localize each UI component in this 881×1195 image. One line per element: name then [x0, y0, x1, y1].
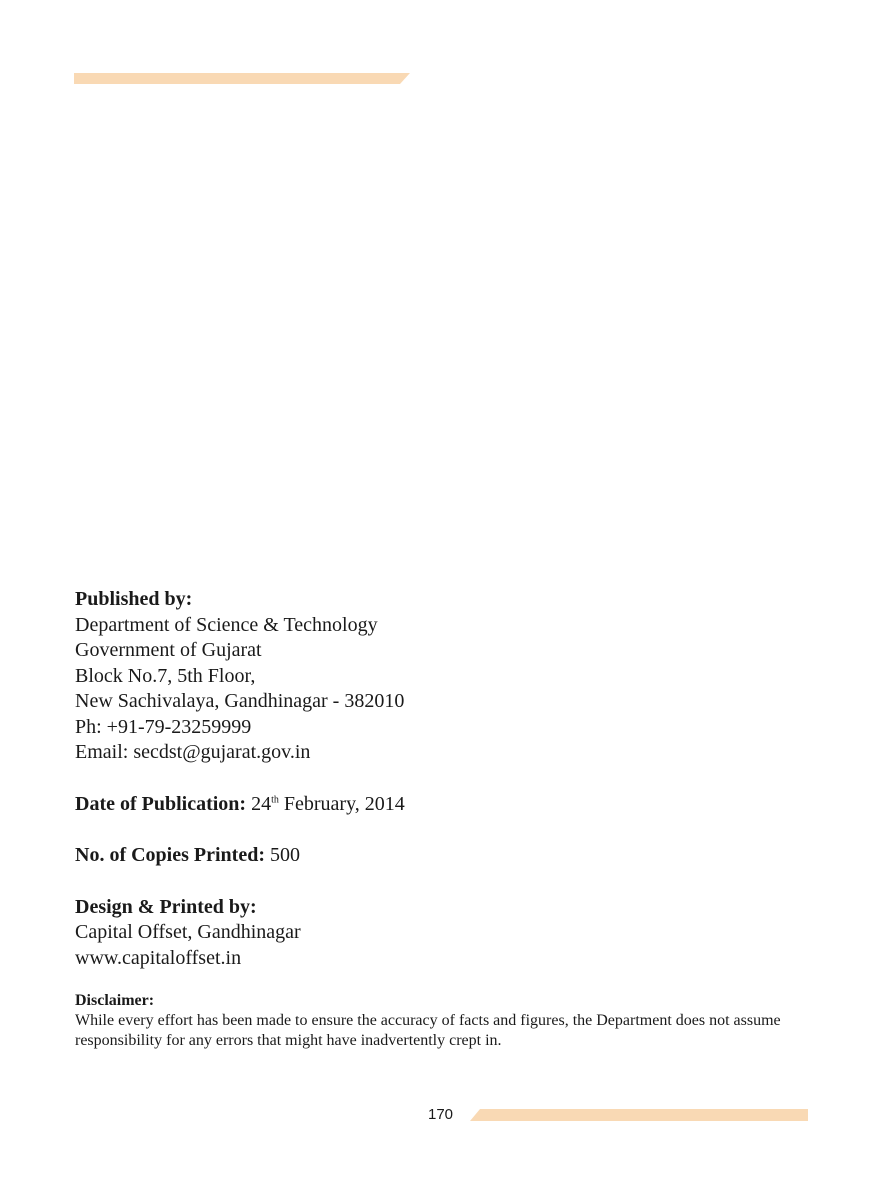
copies-printed-value: 500	[269, 844, 300, 866]
published-by-label: Published by:	[75, 588, 193, 610]
copies-printed	[75, 843, 815, 869]
page-number: 170	[428, 1106, 454, 1123]
publisher-line: Department of Science & Technology	[75, 613, 378, 636]
printer-label: Design & Printed by:	[75, 895, 257, 918]
publisher-email: Email: secdst@gujarat.gov.in	[75, 741, 311, 763]
publication-date-label: Date of Publication:	[75, 792, 247, 815]
publisher-line: Block No.7, 5th Floor,	[75, 664, 256, 687]
disclaimer-block	[75, 991, 815, 1051]
publisher-line: New Sachivalaya, Gandhinagar - 382010	[75, 690, 405, 712]
top-decorative-band	[74, 73, 410, 84]
publication-date-rest: February, 2014	[283, 792, 405, 815]
disclaimer-text: While every effort has been made to ensure the accuracy of facts and figures, the Department does not assume responsibility for any errors that might have inadvertently crept in.	[75, 1012, 781, 1049]
publication-date	[75, 792, 815, 818]
disclaimer-label: Disclaimer:	[75, 992, 155, 1009]
bottom-decorative-band	[470, 1109, 808, 1121]
publication-date-day-suffix: th	[271, 793, 279, 805]
publication-date-day: 24	[251, 792, 272, 815]
printer-website: www.capitaloffset.in	[75, 946, 242, 969]
imprint-block	[75, 587, 815, 1051]
copies-printed-label: No. of Copies Printed:	[75, 844, 265, 866]
publisher-line: Government of Gujarat	[75, 639, 262, 661]
printer-name: Capital Offset, Gandhinagar	[75, 921, 301, 943]
publisher-phone: Ph: +91-79-23259999	[75, 715, 252, 738]
